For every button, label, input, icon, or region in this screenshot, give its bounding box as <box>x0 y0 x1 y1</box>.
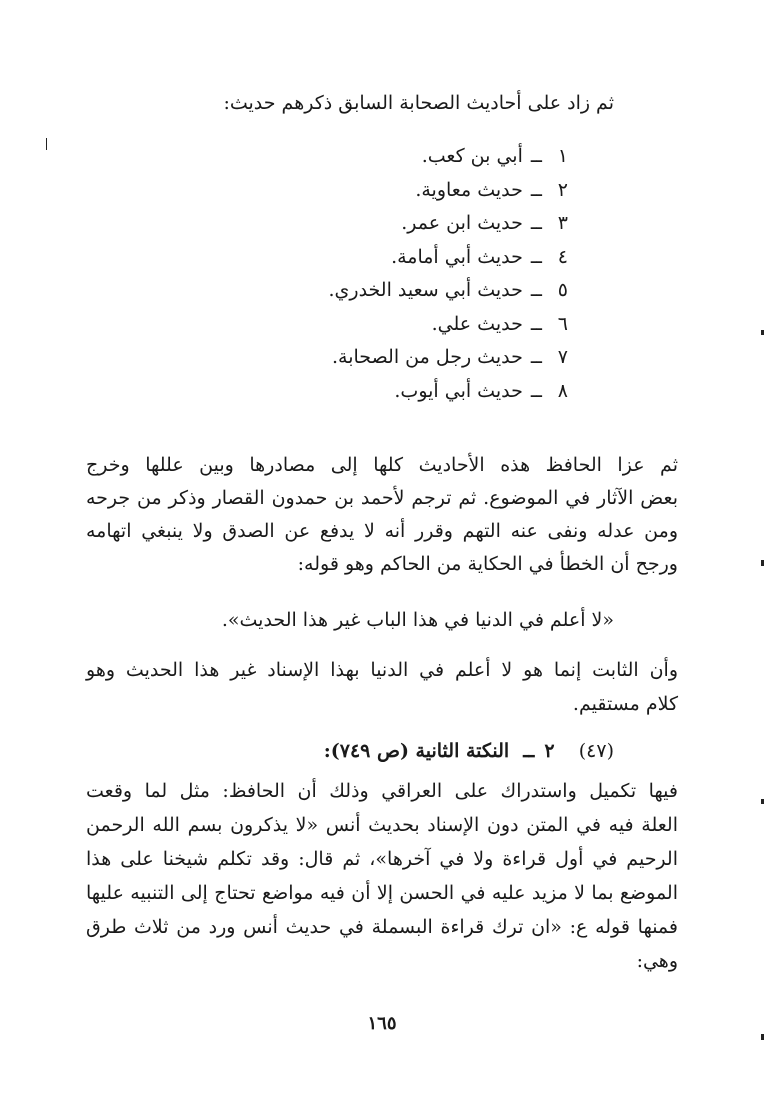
paragraph-line: وأن الثابت إنما هو لا أعلم في الدنيا بهذا الإسناد غير هذا الحديث وهو <box>86 659 678 681</box>
paragraph-line: كلام مستقيم. <box>572 693 678 715</box>
paragraph-line: الموضع بما لا مزيد عليه في الحسن إلا أن فيه مواضع تحتاج إلى التنبيه عليها <box>86 882 678 904</box>
section-number: (٤٧) <box>578 740 614 762</box>
list-item <box>328 140 568 174</box>
page-number: ١٦٥ <box>367 1013 397 1034</box>
paragraph-line: وهي: <box>636 950 678 972</box>
list-item-number: ٣ <box>557 212 568 234</box>
hadith-list <box>328 140 568 408</box>
list-item <box>328 375 568 409</box>
list-item-text: أبي بن كعب. <box>421 145 523 167</box>
paragraph-line: فمنها قوله ع: «ان ترك قراءة البسملة في حديث أنس ورد من ثلاث طرق <box>86 916 678 938</box>
list-item-dash: ــ <box>530 279 542 301</box>
section-index: ٢ <box>544 740 555 762</box>
paragraph-line: بعض الآثار في الموضوع. ثم ترجم لأحمد بن حمدون القصار وذكر من جرحه <box>86 487 678 509</box>
list-item-number: ٦ <box>557 312 568 335</box>
list-item-dash: ــ <box>530 245 542 268</box>
list-item-dash: ــ <box>530 379 542 402</box>
quoted-saying: «لا أعلم في الدنيا في هذا الباب غير هذا الحديث». <box>221 609 614 631</box>
section-dash: ــ <box>523 740 535 762</box>
list-item-text: حديث أبي سعيد الخدري. <box>328 279 523 301</box>
list-item <box>328 207 568 241</box>
paragraph-line: ومن عدله ونفى عنه التهم وقرر أنه لا يدفع عن الصدق ولا ينبغي اتهامه <box>86 520 678 542</box>
list-item-text: حديث أبي أمامة. <box>391 245 523 268</box>
list-item-dash: ــ <box>530 145 542 167</box>
list-item-number: ٥ <box>557 279 568 301</box>
list-item-dash: ــ <box>530 212 542 234</box>
list-item-text: حديث علي. <box>431 312 523 335</box>
list-item-text: حديث رجل من الصحابة. <box>332 346 523 368</box>
list-item-number: ٨ <box>557 379 568 402</box>
list-item-dash: ــ <box>530 346 542 368</box>
list-item-number: ١ <box>557 145 568 167</box>
section-title: النكتة الثانية (ص ٧٤٩): <box>323 740 510 762</box>
list-item <box>328 308 568 342</box>
list-item <box>328 241 568 275</box>
paragraph-line: الرحيم في أول قراءة ولا في آخرها»، ثم قال: وقد تكلم شيخنا على هذا <box>86 848 678 870</box>
paragraph-line: فيها تكميل واستدراك على العراقي وذلك أن الحافظ: مثل لما وقعت <box>86 780 678 802</box>
list-item <box>328 174 568 208</box>
paragraph-line: ثم عزا الحافظ هذه الأحاديث كلها إلى مصادرها وبين عللها وخرج <box>86 454 678 476</box>
list-item-text: حديث ابن عمر. <box>401 212 523 234</box>
intro-line: ثم زاد على أحاديث الصحابة السابق ذكرهم حديث: <box>223 92 614 114</box>
section-heading <box>324 736 614 766</box>
list-item-number: ٧ <box>557 346 568 368</box>
list-item-text: حديث أبي أيوب. <box>394 379 523 402</box>
list-item <box>328 274 568 308</box>
list-item-number: ٢ <box>557 178 568 201</box>
list-item-number: ٤ <box>557 245 568 268</box>
paragraph-line: العلة فيه في المتن دون الإسناد بحديث أنس «لا يذكرون بسم الله الرحمن <box>86 814 678 836</box>
list-item-text: حديث معاوية. <box>415 178 523 201</box>
margin-mark <box>46 138 47 150</box>
list-item-dash: ــ <box>530 312 542 335</box>
list-item-dash: ــ <box>530 178 542 201</box>
paragraph-line: ورجح أن الخطأ في الحكاية من الحاكم وهو قوله: <box>297 553 678 575</box>
list-item <box>328 341 568 375</box>
